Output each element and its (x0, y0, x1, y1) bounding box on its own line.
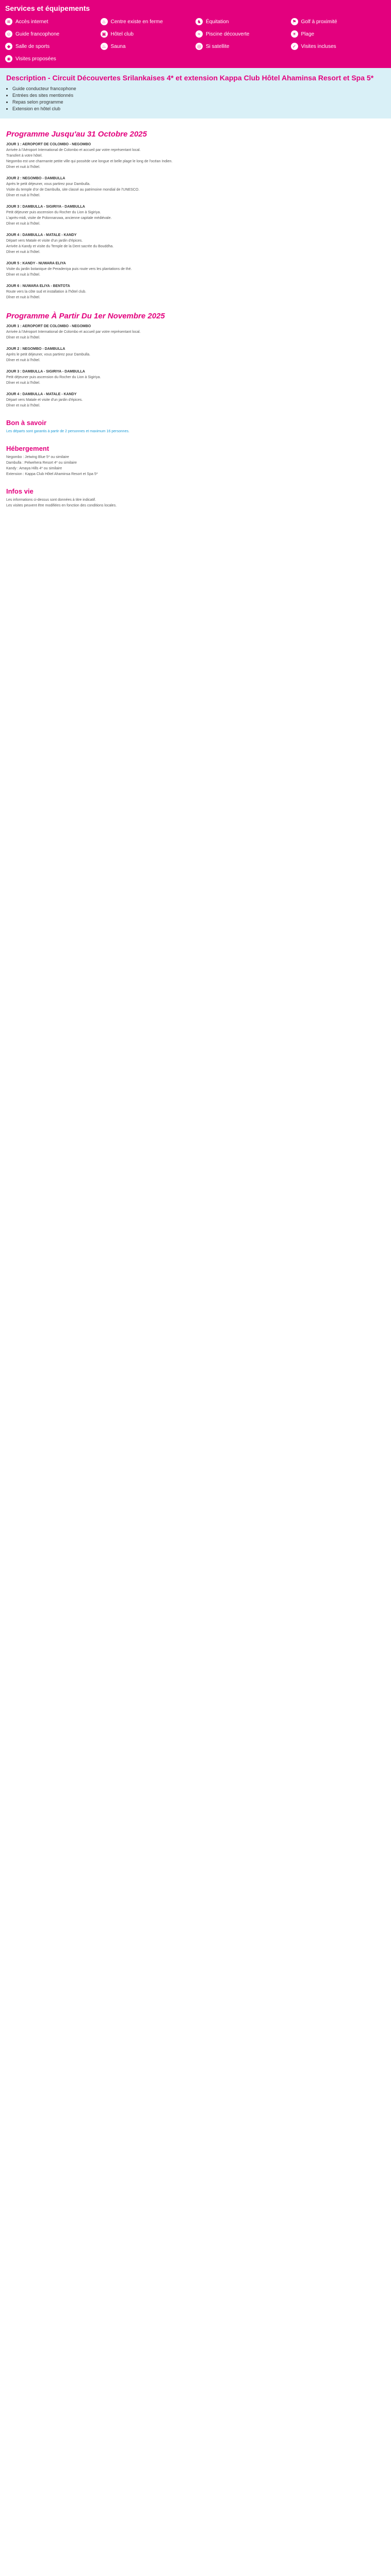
service-label: Visites proposées (15, 56, 56, 62)
services-title: Services et équipements (5, 4, 90, 12)
programme-1-title: Programme Jusqu'au 31 Octobre 2025 (6, 130, 147, 139)
service-label: Visites incluses (301, 43, 336, 49)
service-item (291, 41, 386, 52)
description-bullet: • Extension en hôtel club (12, 106, 385, 112)
text-line: Dîner et nuit à l'hôtel. (6, 296, 40, 299)
text-line: Dambulla : Pelwehera Resort 4* ou similaire (6, 461, 77, 465)
service-item (101, 29, 196, 39)
text-line: JOUR 3 : DAMBULLA - SIGIRIYA - DAMBULLA (6, 370, 85, 374)
service-item (291, 29, 386, 39)
text-line: Visite du temple d'or de Dambulla, site classé au patrimoine mondial de l'UNESCO. (6, 188, 140, 192)
service-item (101, 16, 196, 27)
text-line: Kandy : Amaya Hills 4* ou similaire (6, 467, 62, 470)
infos-title: Infos vie (6, 487, 34, 495)
text-line: JOUR 2 : NEGOMBO - DAMBULLA (6, 177, 66, 180)
service-item (101, 41, 196, 52)
text-line: Les visites peuvent être modifiées en fonction des conditions locales. (6, 504, 117, 507)
text-line: Extension : Kappa Club Hôtel Ahaminsa Resort et Spa 5* (6, 472, 98, 476)
text-line: Arrivée à l'Aéroport International de Colombo et accueil par votre représentant local. (6, 148, 141, 152)
text-line: Après le petit déjeuner, vous partirez pour Dambulla. (6, 182, 91, 186)
satellite-icon: ◎ (196, 43, 203, 50)
description-bullet: • Guide conducteur francophone (12, 86, 385, 92)
text-line: Route vers la côte sud et installation à l'hôtel club. (6, 290, 87, 294)
text-line: JOUR 2 : NEGOMBO - DAMBULLA (6, 347, 66, 351)
service-item (196, 29, 291, 39)
description-bullet: • Repas selon programme (12, 99, 385, 106)
camera-icon: ◉ (5, 55, 12, 62)
service-label: Équitation (206, 19, 229, 25)
service-item (196, 41, 291, 52)
service-label: Centre existe en ferme (110, 19, 163, 25)
bon-a-savoir-title: Bon à savoir (6, 419, 47, 427)
sauna-icon: ♨ (101, 43, 108, 50)
programme-2-title: Programme À Partir Du 1er Novembre 2025 (6, 312, 165, 320)
text-line (6, 170, 385, 176)
text-line: Dîner et nuit à l'hôtel. (6, 273, 40, 277)
hotel-icon: ▣ (101, 30, 108, 38)
description-band (0, 68, 391, 118)
text-line: Dîner et nuit à l'hôtel. (6, 336, 40, 340)
services-grid (0, 14, 391, 68)
text-line: Negombo : Jetwing Blue 5* ou similaire (6, 455, 69, 459)
text-line: Petit déjeuner puis ascension du Rocher du Lion à Sigiriya. (6, 376, 101, 379)
text-line (6, 278, 385, 283)
description-bullet: • Entrées des sites mentionnés (12, 92, 385, 99)
text-line: Dîner et nuit à l'hôtel. (6, 165, 40, 169)
home-icon: ⌂ (101, 18, 108, 25)
service-item (196, 16, 291, 27)
service-item (5, 29, 101, 39)
main-content (0, 130, 391, 509)
service-label: Guide francophone (15, 31, 60, 37)
bon-a-savoir-text: Les départs sont garantis à partir de 2 personnes et maximum 16 personnes. (6, 430, 129, 433)
services-band (0, 0, 391, 68)
text-line: JOUR 3 : DAMBULLA - SIGIRIYA - DAMBULLA (6, 205, 85, 209)
text-line (6, 198, 385, 204)
text-line: Negombo est une charmante petite ville qui possède une longue et belle plage le long de l'océan Indien. (6, 160, 173, 163)
text-line: Dîner et nuit à l'hôtel. (6, 222, 40, 226)
text-line: JOUR 5 : KANDY - NUWARA ELIYA (6, 262, 66, 265)
text-line (6, 341, 385, 346)
programme-2-body (6, 324, 385, 409)
service-label: Hôtel club (110, 31, 134, 37)
pool-icon: ≈ (196, 30, 203, 38)
text-line: JOUR 6 : NUWARA ELIYA - BENTOTA (6, 284, 70, 288)
horse-icon: ♞ (196, 18, 203, 25)
text-line: Dîner et nuit à l'hôtel. (6, 381, 40, 385)
beach-icon: ☀ (291, 30, 298, 38)
service-label: Sauna (110, 43, 126, 49)
description-list (6, 86, 385, 112)
text-line (6, 386, 385, 392)
text-line: Petit déjeuner puis ascension du Rocher du Lion à Sigiriya. (6, 211, 101, 214)
service-label: Si satellite (206, 43, 230, 49)
infos-body (6, 497, 385, 509)
text-line: JOUR 4 : DAMBULLA - MATALE - KANDY (6, 393, 77, 396)
text-line (6, 227, 385, 232)
text-line: Dîner et nuit à l'hôtel. (6, 194, 40, 197)
text-line: Départ vers Matale et visite d'un jardin d'épices. (6, 239, 83, 243)
text-line: Transfert à votre hôtel. (6, 154, 43, 158)
service-item (5, 16, 101, 27)
guide-icon: ☺ (5, 30, 12, 38)
text-line: JOUR 1 : AEROPORT DE COLOMBO - NEGOMBO (6, 143, 91, 146)
service-item (291, 16, 386, 27)
text-line: Dîner et nuit à l'hôtel. (6, 250, 40, 254)
programme-1-body (6, 142, 385, 300)
service-label: Plage (301, 31, 315, 37)
text-line: Arrivée à Kandy et visite du Temple de la Dent sacrée du Bouddha. (6, 245, 114, 248)
text-line (6, 363, 385, 369)
text-line: JOUR 1 : AEROPORT DE COLOMBO - NEGOMBO (6, 325, 91, 328)
hebergement-title: Hébergement (6, 445, 50, 452)
golf-icon: ⚑ (291, 18, 298, 25)
service-label: Salle de sports (15, 43, 50, 49)
description-title: Description - Circuit Découvertes Srilankaises 4* et extension Kappa Club Hôtel Ahaminsa Resort et Spa 5* (6, 74, 374, 82)
text-line: Départ vers Matale et visite d'un jardin d'épices. (6, 398, 83, 402)
gym-icon: ◆ (5, 43, 12, 50)
service-item (5, 41, 101, 52)
visit-icon: ✓ (291, 43, 298, 50)
hebergement-body (6, 454, 385, 477)
text-line: Visite du jardin botanique de Peradeniya puis route vers les plantations de thé. (6, 267, 132, 271)
service-item (5, 54, 101, 64)
text-line: L'après-midi, visite de Polonnaruwa, ancienne capitale médiévale. (6, 216, 112, 220)
service-label: Accès internet (15, 19, 48, 25)
text-line: Arrivée à l'Aéroport International de Colombo et accueil par votre représentant local. (6, 330, 141, 334)
service-label: Piscine découverte (206, 31, 250, 37)
text-line (6, 255, 385, 261)
text-line: Les informations ci-dessus sont données à titre indicatif. (6, 498, 96, 502)
wifi-icon: ≋ (5, 18, 12, 25)
text-line: Dîner et nuit à l'hôtel. (6, 359, 40, 362)
text-line: Après le petit déjeuner, vous partirez pour Dambulla. (6, 353, 91, 357)
text-line: JOUR 4 : DAMBULLA - MATALE - KANDY (6, 233, 77, 237)
text-line: Dîner et nuit à l'hôtel. (6, 404, 40, 408)
service-label: Golf à proximité (301, 19, 337, 25)
